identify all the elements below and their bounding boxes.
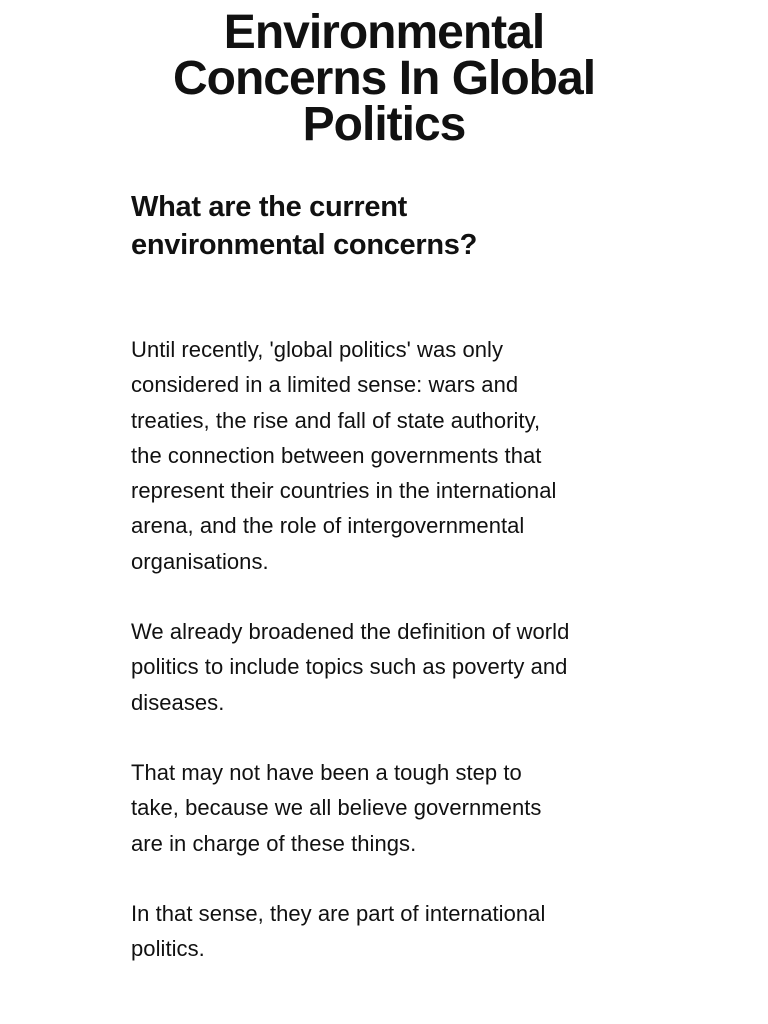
paragraph-line: In that sense, they are part of international [131,901,546,926]
paragraph-line: are in charge of these things. [131,830,417,856]
paragraph-line: the connection between governments that [131,442,542,468]
section-heading [131,188,651,264]
paragraph-4 [131,896,691,967]
title-line: Environmental [223,6,545,59]
paragraph-line: considered in a limited sense: wars and [131,372,519,398]
paragraph-line: Until recently, 'global politics' was only [131,337,504,362]
paragraph-2 [131,614,691,720]
paragraph-line: diseases. [131,689,225,715]
title-line: Politics [302,98,466,151]
paragraph-line: take, because we all believe governments [131,795,542,821]
paragraph-line: organisations. [131,548,269,574]
paragraph-line: represent their countries in the international [131,478,557,504]
paragraph-line: We already broadened the definition of world [131,619,570,644]
paragraph-line: politics to include topics such as poverty and [131,654,568,680]
paragraph-line: politics. [131,936,205,962]
paragraph-1 [131,332,691,579]
heading-line: What are the current [131,191,407,223]
title-line: Concerns In Global [172,52,596,105]
paragraph-3 [131,755,691,861]
heading-line: environmental concerns? [131,229,478,261]
paragraph-line: That may not have been a tough step to [131,760,522,785]
paragraph-line: arena, and the role of intergovernmental [131,513,525,539]
document-title [100,6,668,151]
paragraph-line: treaties, the rise and fall of state authority, [131,407,541,433]
